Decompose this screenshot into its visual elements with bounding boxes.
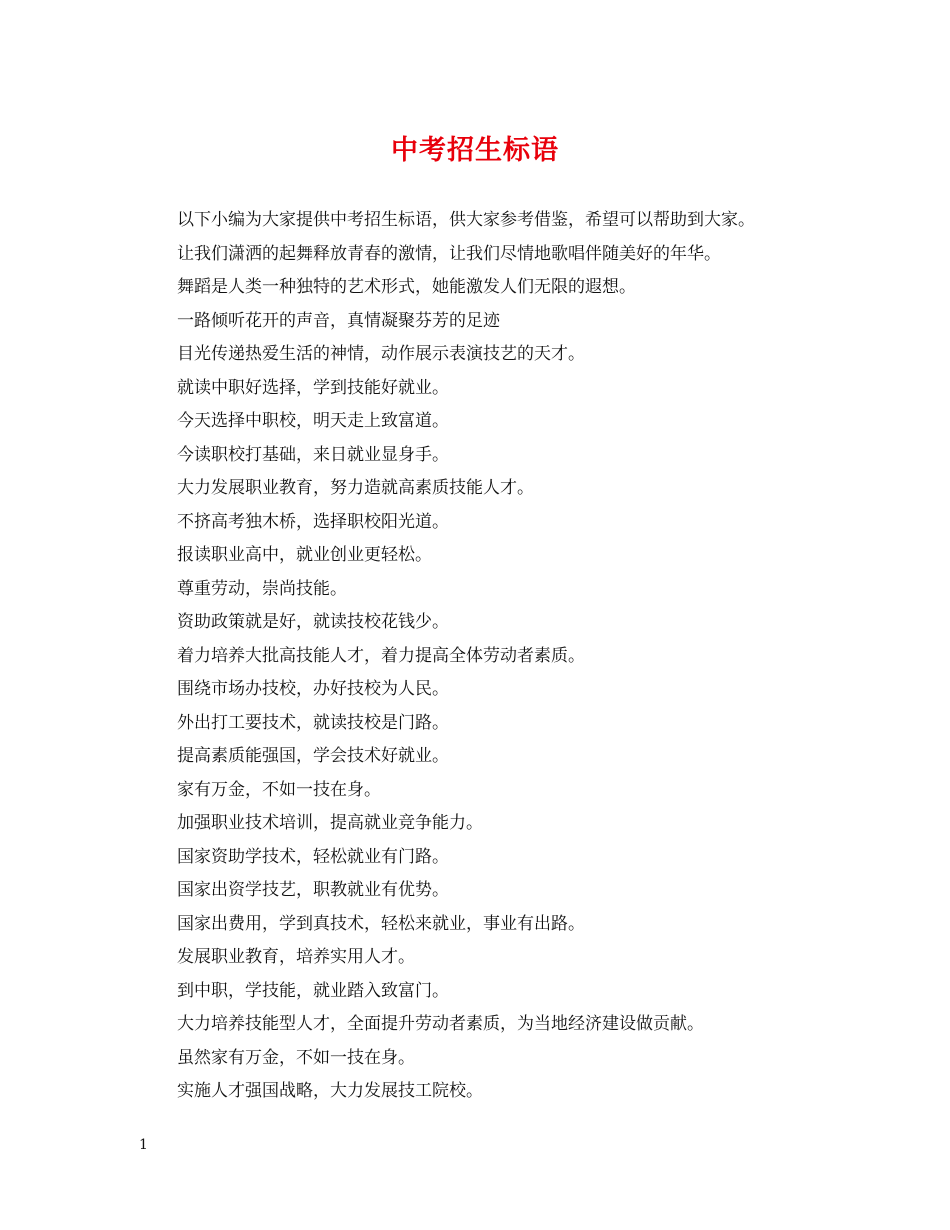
text-line: 大力培养技能型人才，全面提升劳动者素质，为当地经济建设做贡献。 [177, 1014, 704, 1034]
text-line: 发展职业教育，培养实用人才。 [177, 947, 415, 967]
text-line: 让我们潇洒的起舞释放青春的激情，让我们尽情地歌唱伴随美好的年华。 [177, 243, 721, 264]
text-line: 就读中职好选择，学到技能好就业。 [177, 377, 449, 398]
text-line: 虽然家有万金，不如一技在身。 [177, 1047, 415, 1068]
text-line: 不挤高考独木桥，选择职校阳光道。 [177, 511, 449, 532]
text-line: 资助政策就是好，就读技校花钱少。 [177, 612, 449, 632]
text-line: 围绕市场办技校，办好技校为人民。 [177, 679, 449, 699]
slogan-list [177, 204, 877, 1109]
text-line: 家有万金，不如一技在身。 [177, 779, 381, 800]
text-line: 提高素质能强国，学会技术好就业。 [177, 746, 449, 766]
text-line: 报读职业高中，就业创业更轻松。 [177, 545, 432, 565]
text-line: 今读职校打基础，来日就业显身手。 [177, 444, 449, 465]
text-line: 尊重劳动，崇尚技能。 [177, 578, 347, 599]
page-title: 中考招生标语 [391, 135, 559, 166]
text-line: 大力发展职业教育，努力造就高素质技能人才。 [177, 478, 534, 498]
text-line: 到中职，学技能，就业踏入致富门。 [177, 980, 449, 1001]
text-line: 今天选择中职校，明天走上致富道。 [177, 411, 449, 431]
text-line: 实施人才强国战略，大力发展技工院校。 [177, 1081, 483, 1101]
text-line: 一路倾听花开的声音，真情凝聚芬芳的足迹 [177, 310, 500, 331]
text-line: 目光传递热爱生活的神情，动作展示表演技艺的天才。 [177, 344, 585, 364]
text-line: 以下小编为大家提供中考招生标语，供大家参考借鉴，希望可以帮助到大家。 [177, 210, 755, 230]
text-line: 加强职业技术培训，提高就业竞争能力。 [177, 813, 483, 833]
text-line: 外出打工要技术，就读技校是门路。 [177, 712, 449, 733]
text-line: 舞蹈是人类一种独特的艺术形式，她能激发人们无限的遐想。 [177, 277, 636, 297]
text-line: 国家资助学技术，轻松就业有门路。 [177, 846, 449, 867]
page-number: 1 [139, 1137, 148, 1153]
text-line: 国家出费用，学到真技术，轻松来就业，事业有出路。 [177, 913, 585, 934]
text-line: 国家出资学技艺，职教就业有优势。 [177, 880, 449, 900]
text-line: 着力培养大批高技能人才，着力提高全体劳动者素质。 [177, 645, 585, 666]
